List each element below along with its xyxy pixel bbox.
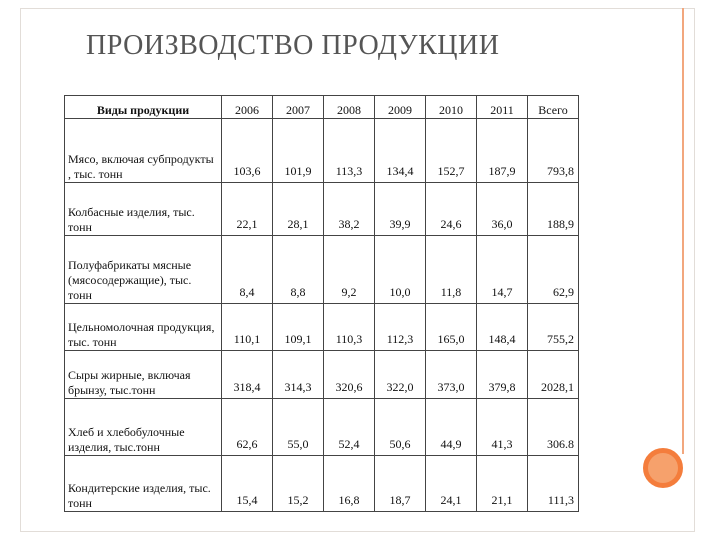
table-cell: 318,4 <box>222 351 273 399</box>
row-label: Мясо, включая субпродукты , тыс. тонн <box>65 119 222 183</box>
table-cell: 15,2 <box>273 456 324 512</box>
table-cell: 21,1 <box>477 456 528 512</box>
production-table <box>64 95 579 512</box>
table-cell: 165,0 <box>426 304 477 351</box>
row-label: Полуфабрикаты мясные (мясосодержащие), тыс. тонн <box>65 236 222 304</box>
table-cell: 320,6 <box>324 351 375 399</box>
row-label: Цельномолочная продукция, тыс. тонн <box>65 304 222 351</box>
table-row <box>65 236 579 304</box>
row-label: Хлеб и хлебобулочные изделия, тыс.тонн <box>65 399 222 456</box>
header-year: 2008 <box>324 96 375 119</box>
table-cell: 110,1 <box>222 304 273 351</box>
table-cell: 62,6 <box>222 399 273 456</box>
table-cell: 10,0 <box>375 236 426 304</box>
table-row <box>65 183 579 236</box>
table-cell: 16,8 <box>324 456 375 512</box>
table-cell: 44,9 <box>426 399 477 456</box>
table-cell-total: 62,9 <box>528 236 579 304</box>
table-cell: 50,6 <box>375 399 426 456</box>
table-cell: 24,1 <box>426 456 477 512</box>
slide-title: ПРОИЗВОДСТВО ПРОДУКЦИИ <box>86 30 500 61</box>
table-cell-total: 111,3 <box>528 456 579 512</box>
table-cell: 187,9 <box>477 119 528 183</box>
table-cell: 8,4 <box>222 236 273 304</box>
row-label: Сыры жирные, включая брынзу, тыс.тонн <box>65 351 222 399</box>
table-cell: 8,8 <box>273 236 324 304</box>
decorative-circle <box>641 446 685 490</box>
table-cell: 41,3 <box>477 399 528 456</box>
table-row <box>65 119 579 183</box>
table-cell: 148,4 <box>477 304 528 351</box>
table-cell: 134,4 <box>375 119 426 183</box>
table-cell: 373,0 <box>426 351 477 399</box>
table-cell: 103,6 <box>222 119 273 183</box>
table-cell: 11,8 <box>426 236 477 304</box>
table-cell: 101,9 <box>273 119 324 183</box>
table-cell: 113,3 <box>324 119 375 183</box>
header-year: 2010 <box>426 96 477 119</box>
table-cell-total: 188,9 <box>528 183 579 236</box>
header-year: 2006 <box>222 96 273 119</box>
header-year: 2007 <box>273 96 324 119</box>
table-cell: 14,7 <box>477 236 528 304</box>
table-cell: 38,2 <box>324 183 375 236</box>
table-cell: 152,7 <box>426 119 477 183</box>
table-cell: 110,3 <box>324 304 375 351</box>
table-cell: 24,6 <box>426 183 477 236</box>
table-cell: 15,4 <box>222 456 273 512</box>
table-cell: 22,1 <box>222 183 273 236</box>
decorative-rule <box>682 8 684 454</box>
table-cell: 28,1 <box>273 183 324 236</box>
table-cell: 36,0 <box>477 183 528 236</box>
table-cell-total: 793,8 <box>528 119 579 183</box>
table-cell: 52,4 <box>324 399 375 456</box>
table-cell: 314,3 <box>273 351 324 399</box>
row-label: Колбасные изделия, тыс. тонн <box>65 183 222 236</box>
row-label: Кондитерские изделия, тыс. тонн <box>65 456 222 512</box>
header-total: Всего <box>528 96 579 119</box>
table-cell: 18,7 <box>375 456 426 512</box>
table-row <box>65 304 579 351</box>
table-cell: 9,2 <box>324 236 375 304</box>
table-cell-total: 2028,1 <box>528 351 579 399</box>
table-cell: 322,0 <box>375 351 426 399</box>
table-row <box>65 456 579 512</box>
table-cell: 109,1 <box>273 304 324 351</box>
table-cell: 379,8 <box>477 351 528 399</box>
table-cell: 112,3 <box>375 304 426 351</box>
table-cell-total: 755,2 <box>528 304 579 351</box>
table-header-row <box>65 96 579 119</box>
header-product-type: Виды продукции <box>65 96 222 119</box>
header-year: 2011 <box>477 96 528 119</box>
table-cell: 39,9 <box>375 183 426 236</box>
header-year: 2009 <box>375 96 426 119</box>
table-row <box>65 351 579 399</box>
table-cell-total: 306.8 <box>528 399 579 456</box>
table-row <box>65 399 579 456</box>
table-cell: 55,0 <box>273 399 324 456</box>
